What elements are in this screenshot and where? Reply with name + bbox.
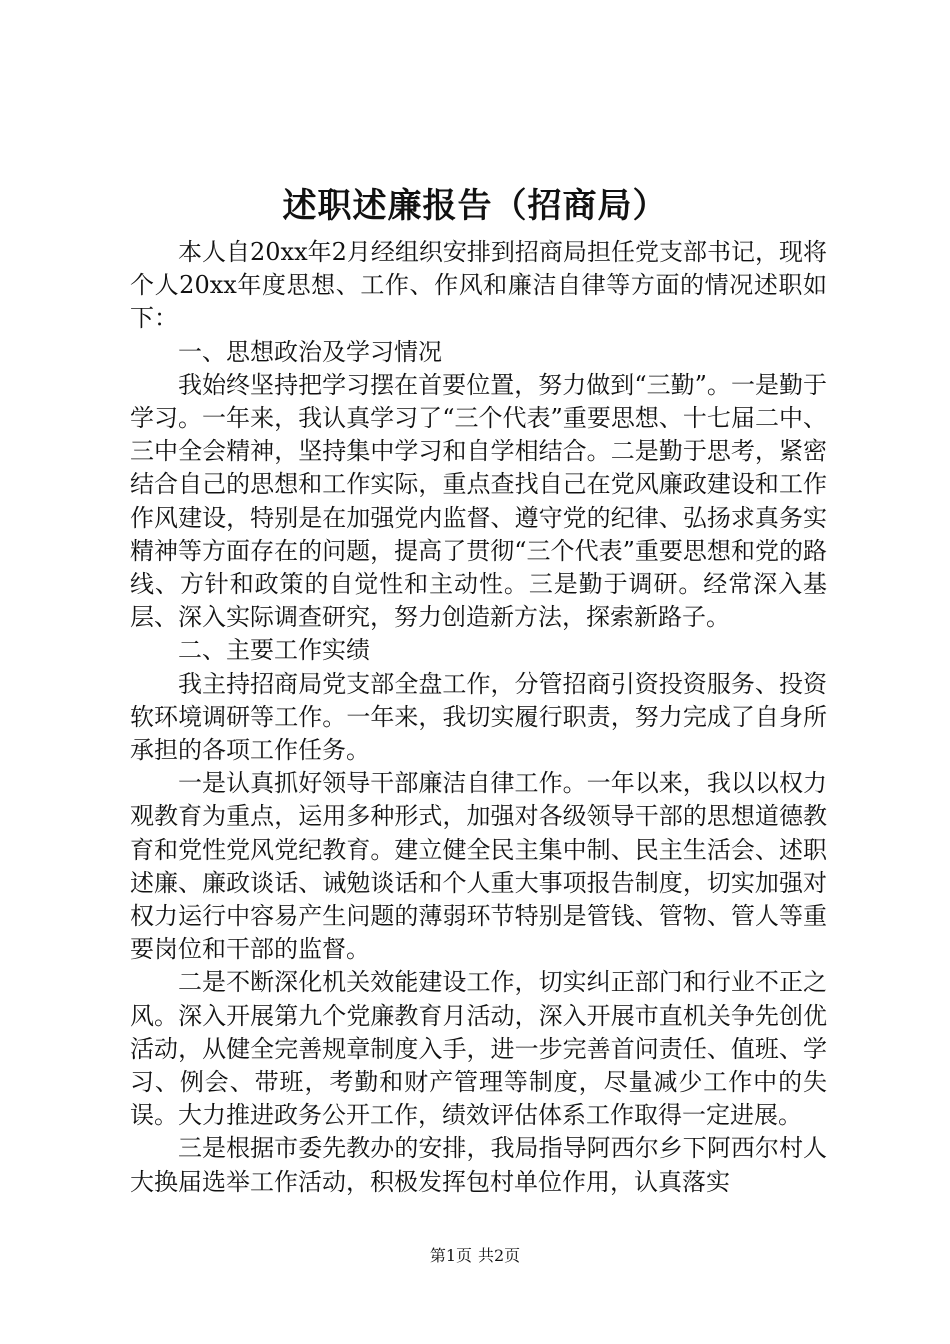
paragraph-study: 我始终坚持把学习摆在首要位置，努力做到“三勤”。一是勤于学习。一年来，我认真学习了“三个代表”重要思想、十七届二中、三中全会精神，坚持集中学习和自学相结合。二是勤于思考，紧密结合自己的思想和工作实际，重点查找自己在党风廉政建设和工作作风建设，特别是在加强党内监督、遵守党的纪律、弘扬求真务实精神等方面存在的问题，提高了贯彻“三个代表”重要思想和党的路线、方针和政策的自觉性和主动性。三是勤于调研。经常深入基层、深入实际调查研究，努力创造新方法，探索新路子。: [130, 370, 827, 632]
paragraph-point-2: 二是不断深化机关效能建设工作，切实纠正部门和行业不正之风。深入开展第九个党廉教育月活动，深入开展市直机关争先创优活动，从健全完善规章制度入手，进一步完善首问责任、值班、学习、例会、带班，考勤和财产管理等制度，尽量减少工作中的失误。大力推进政务公开工作，绩效评估体系工作取得一定进展。: [130, 968, 827, 1130]
paragraph-work-overview: 我主持招商局党支部全盘工作，分管招商引资投资服务、投资软环境调研等工作。一年来，我切实履行职责，努力完成了自身所承担的各项工作任务。: [130, 669, 827, 765]
paragraph-point-3: 三是根据市委先教办的安排，我局指导阿西尔乡下阿西尔村人大换届选举工作活动，积极发挥包村单位作用，认真落实: [130, 1134, 827, 1196]
page-total: 共2页: [478, 1246, 521, 1265]
page-footer: [0, 1245, 950, 1267]
section-heading-1: 一、思想政治及学习情况: [178, 337, 442, 366]
paragraph-intro: 本人自20xx年2月经组织安排到招商局担任党支部书记，现将个人20xx年度思想、工作、作风和廉洁自律等方面的情况述职如下：: [130, 238, 827, 333]
document-title: 述职述廉报告（招商局）: [282, 186, 668, 226]
section-heading-2: 二、主要工作实绩: [178, 636, 370, 665]
page-number: 第1页: [429, 1246, 472, 1265]
paragraph-point-1: 一是认真抓好领导干部廉洁自律工作。一年以来，我以以权力观教育为重点，运用多种形式，加强对各级领导干部的思想道德教育和党性党风党纪教育。建立健全民主集中制、民主生活会、述职述廉、廉政谈话、诫勉谈话和个人重大事项报告制度，切实加强对权力运行中容易产生问题的薄弱环节特别是管钱、管物、管人等重要岗位和干部的监督。: [130, 769, 827, 964]
document-body: [130, 236, 827, 1199]
